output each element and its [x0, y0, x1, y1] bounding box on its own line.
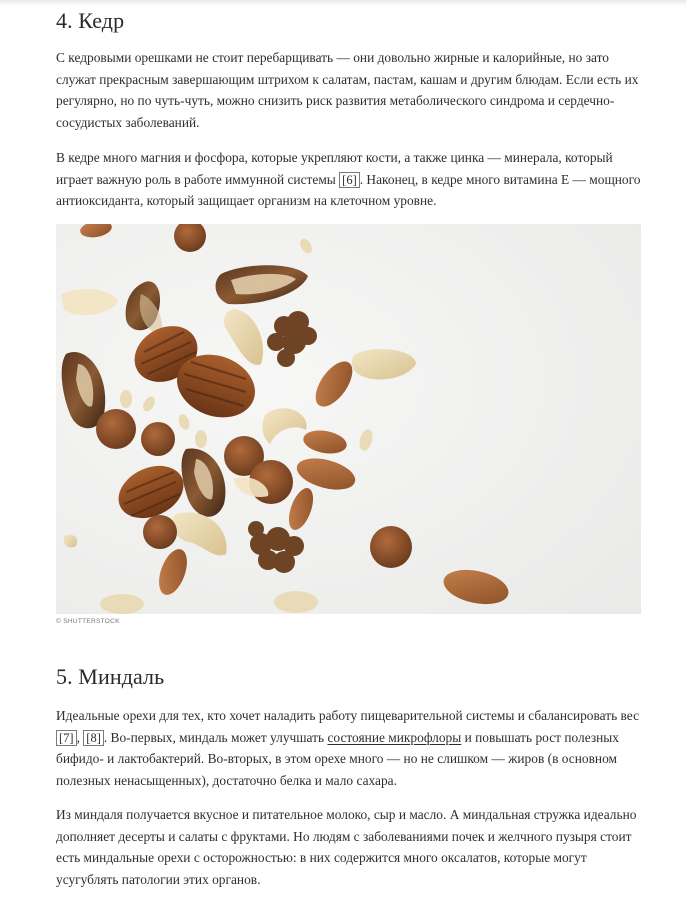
paragraph-mindal-1-text-a: Идеальные орехи для тех, кто хочет наладить работу пищеварительной системы и сбалансировать вес	[56, 708, 640, 723]
top-edge-shadow	[0, 0, 686, 6]
paragraph-kedr-1	[56, 47, 641, 133]
reference-separator: ,	[76, 729, 84, 745]
image-caption: © SHUTTERSTOCK	[56, 618, 120, 625]
mixed-nuts-image	[56, 224, 641, 614]
reference-link-7[interactable]: [7]	[56, 730, 77, 746]
microflora-link[interactable]: состояние микрофлоры	[327, 729, 462, 745]
nuts-photo	[56, 224, 641, 614]
paragraph-kedr-2-text-a: В кедре много магния и фосфора, которые укрепляют кости, а также цинка — минерала, который играет важную роль в работе иммунной системы	[56, 150, 613, 187]
paragraph-mindal-2-text: Из миндаля получается вкусное и питательное молоко, сыр и масло. А миндальная стружка идеально дополняет десерты и салаты с фруктами. Но людям с заболеваниями почек и желчного пузыря стоит есть миндальные орехи с осторожностью: в них содержится много оксалатов, которые могут усугублять патологии этих органов.	[56, 807, 637, 887]
reference-link-8[interactable]: [8]	[83, 730, 104, 746]
paragraph-kedr-1-text: С кедровыми орешками не стоит перебарщивать — они довольно жирные и калорийные, но зато служат прекрасным завершающим штрихом к салатам, пастам, кашам и другим блюдам. Если есть их регулярно, но по чуть-чуть, можно снизить риск развития метаболического синдрома и сердечно-сосудистых заболеваний.	[56, 50, 639, 130]
reference-link-6[interactable]: [6]	[339, 172, 360, 188]
section-heading-kedr: 4. Кедр	[56, 8, 125, 33]
paragraph-mindal-1	[56, 705, 641, 791]
paragraph-mindal-2	[56, 804, 641, 890]
paragraph-mindal-1-text-b: . Во-первых, миндаль может улучшать	[103, 729, 328, 745]
section-heading-mindal: 5. Миндаль	[56, 664, 165, 689]
paragraph-mindal-1-text-c: и повышать рост полезных бифидо- и лактобактерий. Во-вторых, в этом орехе много — но не слишком — жиров (в основном полезных ненасыщенных), достаточно белка и мало сахара.	[56, 729, 619, 788]
paragraph-kedr-2	[56, 147, 641, 212]
paragraph-kedr-2-text-b: . Наконец, в кедре много витамина E — мощного антиоксиданта, который защищает организм на клеточном уровне.	[56, 171, 641, 208]
